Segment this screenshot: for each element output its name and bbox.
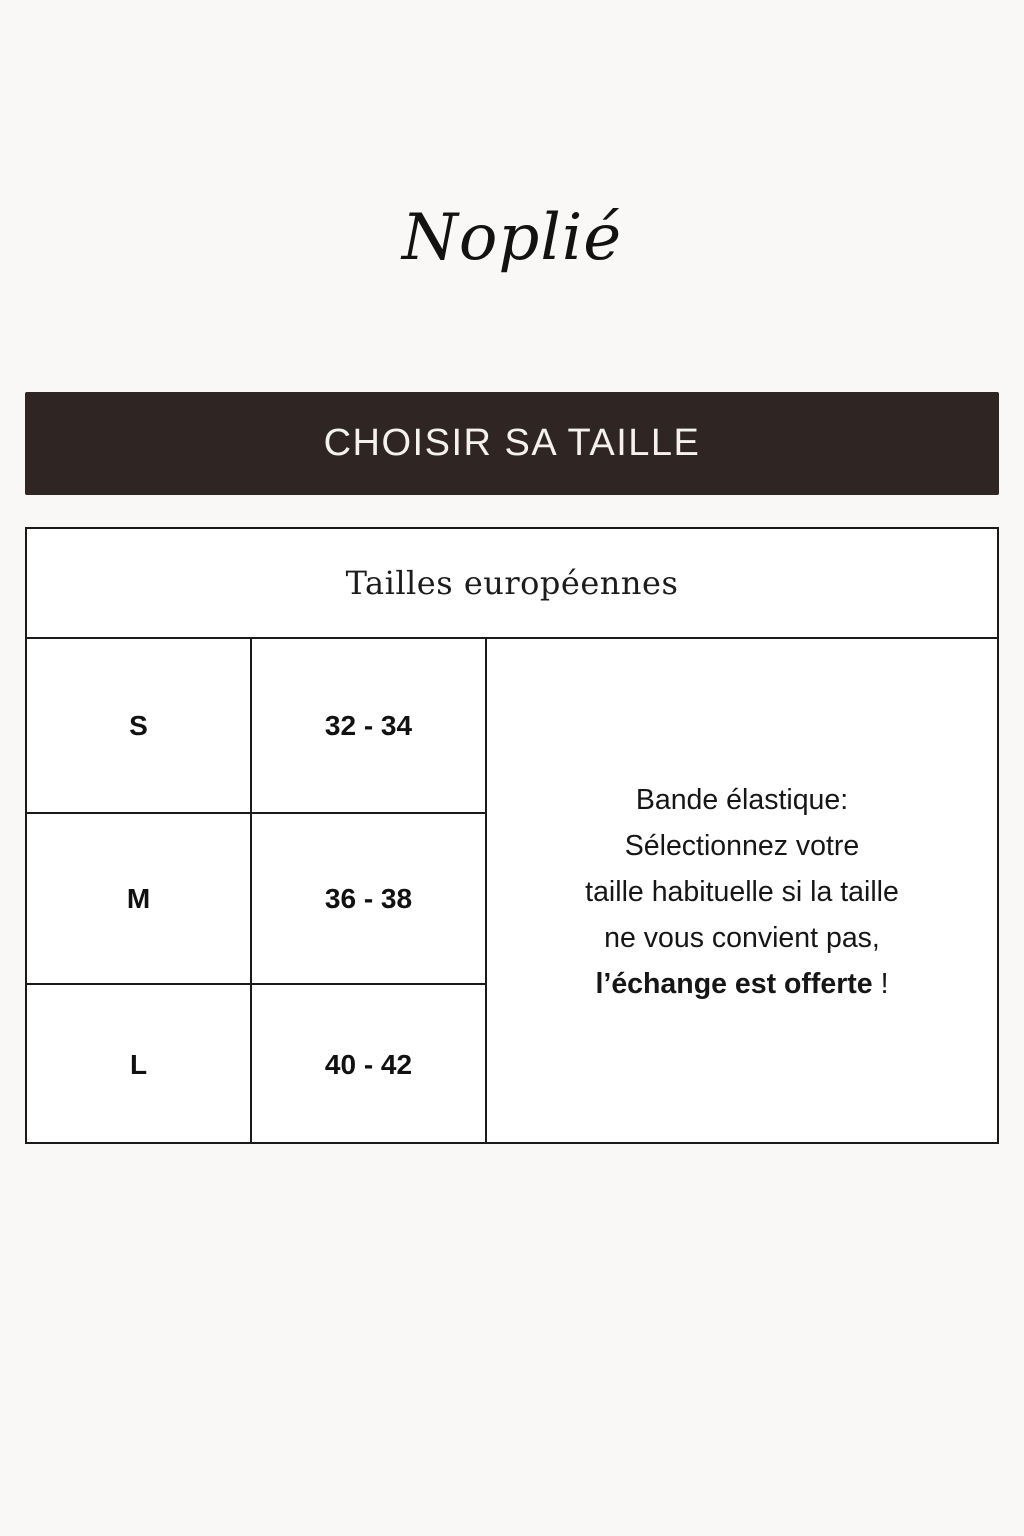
note-line: Bande élastique:	[635, 783, 849, 816]
size-cell-m: M	[126, 882, 151, 914]
size-guide-header	[25, 392, 999, 495]
size-cell-s: S	[129, 709, 148, 741]
eu-range-cell-s: 32 - 34	[324, 709, 413, 741]
size-table	[25, 527, 999, 1144]
note-line: ne vous convient pas,	[604, 921, 880, 954]
note-line	[595, 961, 888, 1007]
size-table-title: Tailles européennes	[27, 529, 997, 639]
eu-range-cell-l: 40 - 42	[324, 1048, 413, 1080]
note-line-end: !	[872, 967, 889, 1000]
note-line: taille habituelle si la taille	[585, 875, 899, 908]
note-line: Sélectionnez votre	[624, 829, 860, 862]
eu-range-cell-m: 36 - 38	[324, 882, 413, 914]
size-cell-l: L	[129, 1048, 148, 1080]
size-guide-title: CHOISIR SA TAILLE	[323, 422, 701, 464]
elastic-band-note	[487, 639, 997, 1144]
brand-logo: Noplié	[401, 201, 623, 275]
free-exchange-text: l’échange est offerte	[595, 967, 873, 1000]
